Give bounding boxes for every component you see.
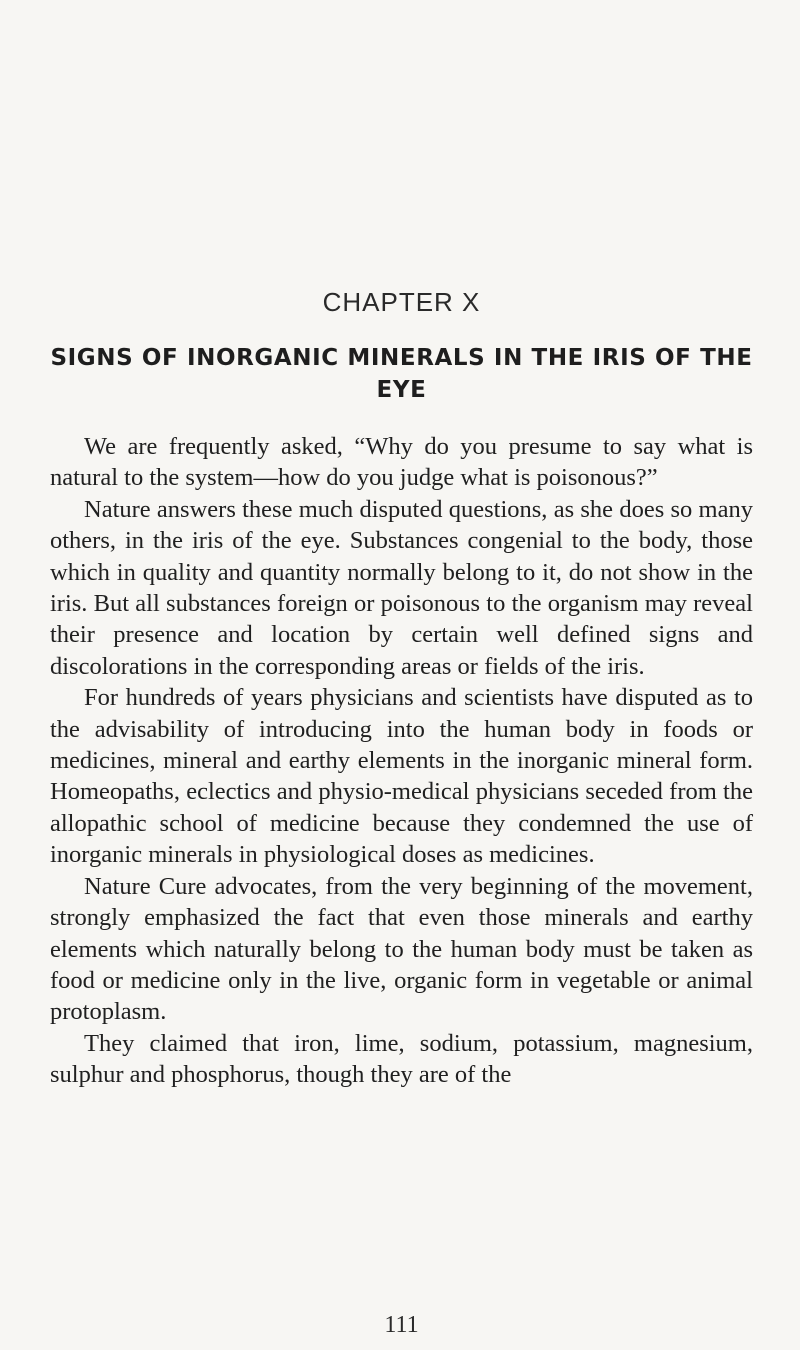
paragraph: Nature Cure advocates, from the very beginning of the movement, strongly emphasized the fact that even those minerals and earthy elements which naturally belong to the human body must be taken as food or medicine only in the live, organic form in vegetable or animal protoplasm.	[50, 872, 753, 1026]
book-page	[50, 0, 753, 1350]
chapter-number: CHAPTER X	[322, 287, 481, 317]
page-number: 111	[384, 1312, 419, 1338]
paragraph: For hundreds of years physicians and scientists have disputed as to the advisability of introducing into the human body in foods or medicines, mineral and earthy elements in the inorganic mineral form. Homeopaths, eclectics and physio-medical physicians seceded from the allopathic school of medicine because they condemned the use of inorganic minerals in physiological doses as medicines.	[50, 684, 753, 869]
paragraph: We are frequently asked, “Why do you presume to say what is natural to the system—how do you judge what is poisonous?”	[50, 433, 753, 492]
chapter-body	[50, 431, 753, 1091]
paragraph: They claimed that iron, lime, sodium, potassium, magnesium, sulphur and phosphorus, though they are of the	[50, 1029, 753, 1089]
paragraph: Nature answers these much disputed questions, as she does so many others, in the iris of the eye. Substances congenial to the body, those which in quality and quantity normally belong to it, do not show in the iris. But all substances foreign or poisonous to the organism may reveal their presence and location by certain well defined signs and discolorations in the corresponding areas or fields of the iris.	[50, 495, 753, 680]
chapter-title: SIGNS OF INORGANIC MINERALS IN THE IRIS OF THE EYE	[50, 345, 753, 403]
